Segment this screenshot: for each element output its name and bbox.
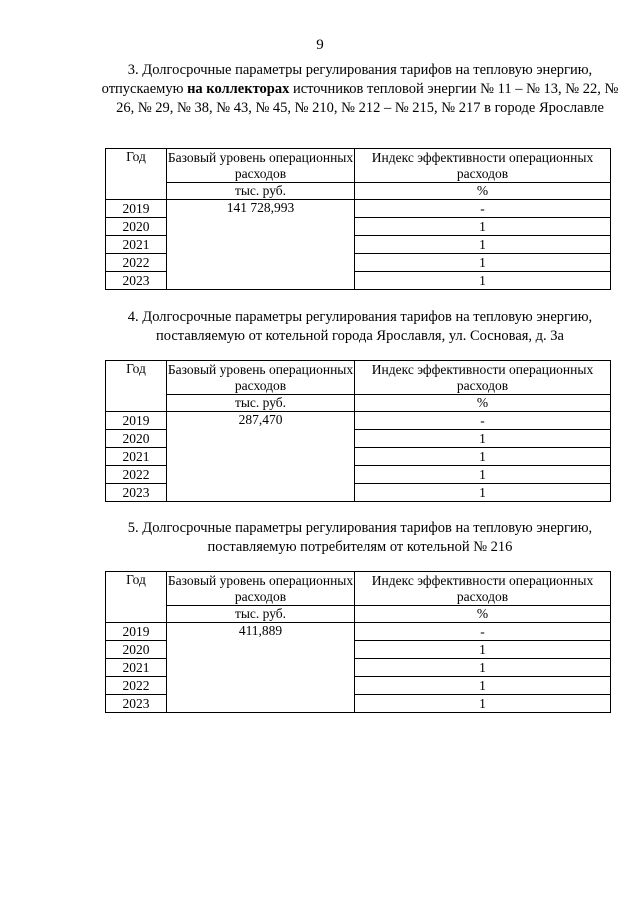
index-value: 1: [355, 236, 611, 254]
base-level-value: 411,889: [167, 623, 355, 713]
header-year: Год: [106, 572, 167, 623]
header-year: Год: [106, 149, 167, 200]
row-year: 2019: [106, 412, 167, 430]
table-section-3: [105, 148, 611, 290]
section-3-heading: [100, 61, 620, 118]
section-4-heading: 4. Долгосрочные параметры регулирования тарифов на тепловую энергию, поставляемую от котельной города Ярославля, ул. Сосновая, д. 3а: [127, 309, 593, 344]
section-3-heading-text: 3. Долгосрочные параметры регулирования тарифов на тепловую энергию, отпускаемую: [101, 62, 593, 97]
row-year: 2021: [106, 659, 167, 677]
index-value: 1: [355, 218, 611, 236]
index-value: 1: [355, 677, 611, 695]
header-efficiency-index: Индекс эффективности операционных расходов: [355, 361, 611, 395]
row-year: 2022: [106, 677, 167, 695]
index-value: 1: [355, 430, 611, 448]
page-number: 9: [316, 37, 324, 53]
header-year: Год: [106, 361, 167, 412]
base-level-value: 287,470: [167, 412, 355, 502]
header-base-level: Базовый уровень операционных расходов: [167, 573, 354, 604]
header-base-level: Базовый уровень операционных расходов: [167, 150, 354, 181]
unit-base-level: тыс. руб.: [167, 395, 355, 412]
row-year: 2021: [106, 236, 167, 254]
base-level-value: 141 728,993: [167, 200, 355, 290]
index-value: 1: [355, 695, 611, 713]
row-year: 2021: [106, 448, 167, 466]
index-value: 1: [355, 272, 611, 290]
unit-efficiency-index: %: [355, 395, 611, 412]
row-year: 2023: [106, 484, 167, 502]
row-year: 2022: [106, 254, 167, 272]
row-year: 2020: [106, 218, 167, 236]
index-value: 1: [355, 466, 611, 484]
index-value: 1: [355, 484, 611, 502]
row-year: 2019: [106, 200, 167, 218]
row-year: 2020: [106, 641, 167, 659]
unit-base-level: тыс. руб.: [167, 183, 355, 200]
index-value: 1: [355, 254, 611, 272]
unit-base-level: тыс. руб.: [167, 606, 355, 623]
row-year: 2019: [106, 623, 167, 641]
section-3-heading-text-rest: источников тепловой энергии № 11 – № 13, № 22, № 26, № 29, № 38, № 43, № 45, № 210, № 212 – № 215, № 217 в городе Ярославле: [116, 81, 619, 116]
row-year: 2022: [106, 466, 167, 484]
header-efficiency-index: Индекс эффективности операционных расходов: [355, 572, 611, 606]
index-value: 1: [355, 659, 611, 677]
unit-efficiency-index: %: [355, 606, 611, 623]
index-value: -: [355, 412, 611, 430]
unit-efficiency-index: %: [355, 183, 611, 200]
row-year: 2023: [106, 272, 167, 290]
index-value: -: [355, 200, 611, 218]
table-section-5: [105, 571, 611, 713]
row-year: 2020: [106, 430, 167, 448]
header-efficiency-index: Индекс эффективности операционных расходов: [355, 149, 611, 183]
index-value: 1: [355, 641, 611, 659]
index-value: -: [355, 623, 611, 641]
table-section-4: [105, 360, 611, 502]
row-year: 2023: [106, 695, 167, 713]
section-3-heading-bold: на коллекторах: [187, 81, 290, 97]
section-5-heading: 5. Долгосрочные параметры регулирования тарифов на тепловую энергию, поставляемую потребителям от котельной № 216: [127, 520, 593, 555]
header-base-level: Базовый уровень операционных расходов: [167, 362, 354, 393]
index-value: 1: [355, 448, 611, 466]
